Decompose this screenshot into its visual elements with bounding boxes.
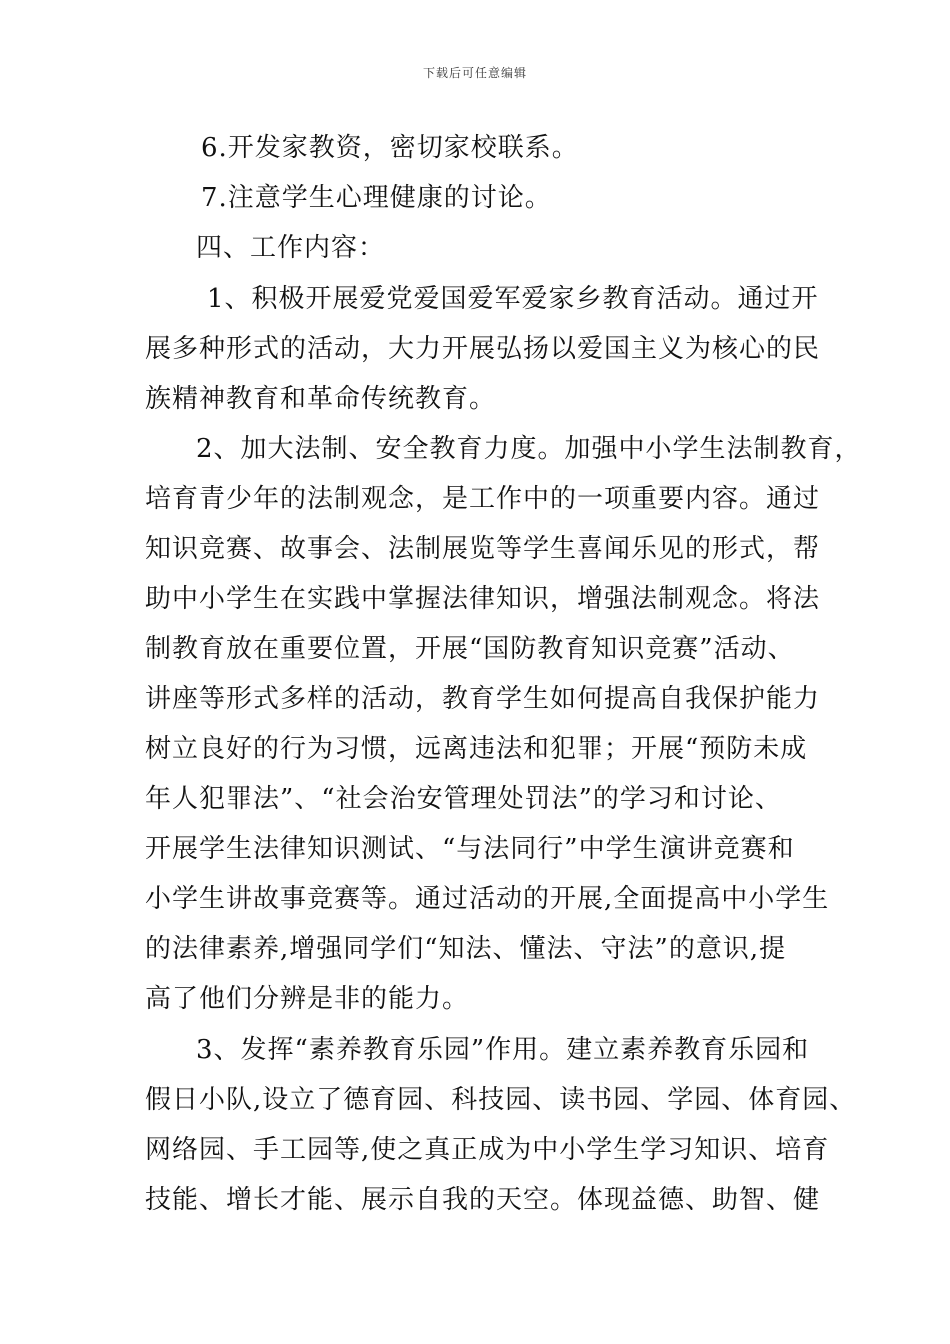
- text-line: 展多种形式的活动，大力开展弘扬以爱国主义为核心的民: [145, 334, 821, 364]
- text-line: 2、加大法制、安全教育力度。加强中小学生法制教育，: [196, 434, 862, 464]
- text-line: 技能、增长才能、展示自我的天空。体现益德、助智、健: [145, 1185, 821, 1215]
- text-line: 开展学生法律知识测试、“与法同行”中学生演讲竞赛和: [145, 834, 795, 864]
- section-heading: 四、工作内容：: [196, 233, 386, 263]
- text-line: 3、发挥“素养教育乐园”作用。建立素养教育乐园和: [196, 1035, 810, 1065]
- text-line: 高了他们分辨是非的能力。: [145, 984, 470, 1014]
- text-line: 树立良好的行为习惯，远离违法和犯罪；开展“预防未成: [145, 734, 808, 764]
- text-line: 假日小队,设立了德育园、科技园、读书园、学园、体育园、: [145, 1085, 857, 1115]
- text-line: 知识竞赛、故事会、法制展览等学生喜闻乐见的形式，帮: [145, 534, 821, 564]
- text-line: 族精神教育和革命传统教育。: [145, 384, 497, 414]
- text-line: 6.开发家教资，密切家校联系。: [201, 133, 579, 163]
- text-line: 的法律素养,增强同学们“知法、懂法、守法”的意识,提: [145, 934, 787, 964]
- text-line: 1、积极开展爱党爱国爱军爱家乡教育活动。通过开: [207, 284, 819, 314]
- text-line: 制教育放在重要位置，开展“国防教育知识竞赛”活动、: [145, 634, 795, 664]
- text-line: 年人犯罪法”、“社会治安管理处罚法”的学习和讨论、: [145, 784, 782, 814]
- text-line: 7.注意学生心理健康的讨论。: [201, 183, 552, 213]
- text-line: 讲座等形式多样的活动，教育学生如何提高自我保护能力: [145, 684, 821, 714]
- text-line: 培育青少年的法制观念，是工作中的一项重要内容。通过: [145, 484, 821, 514]
- text-line: 网络园、手工园等,使之真正成为中小学生学习知识、培育: [145, 1135, 830, 1165]
- page-header: 下载后可任意编辑: [422, 66, 527, 80]
- text-line: 小学生讲故事竞赛等。通过活动的开展,全面提高中小学生: [145, 884, 830, 914]
- text-line: 助中小学生在实践中掌握法律知识，增强法制观念。将法: [145, 584, 821, 614]
